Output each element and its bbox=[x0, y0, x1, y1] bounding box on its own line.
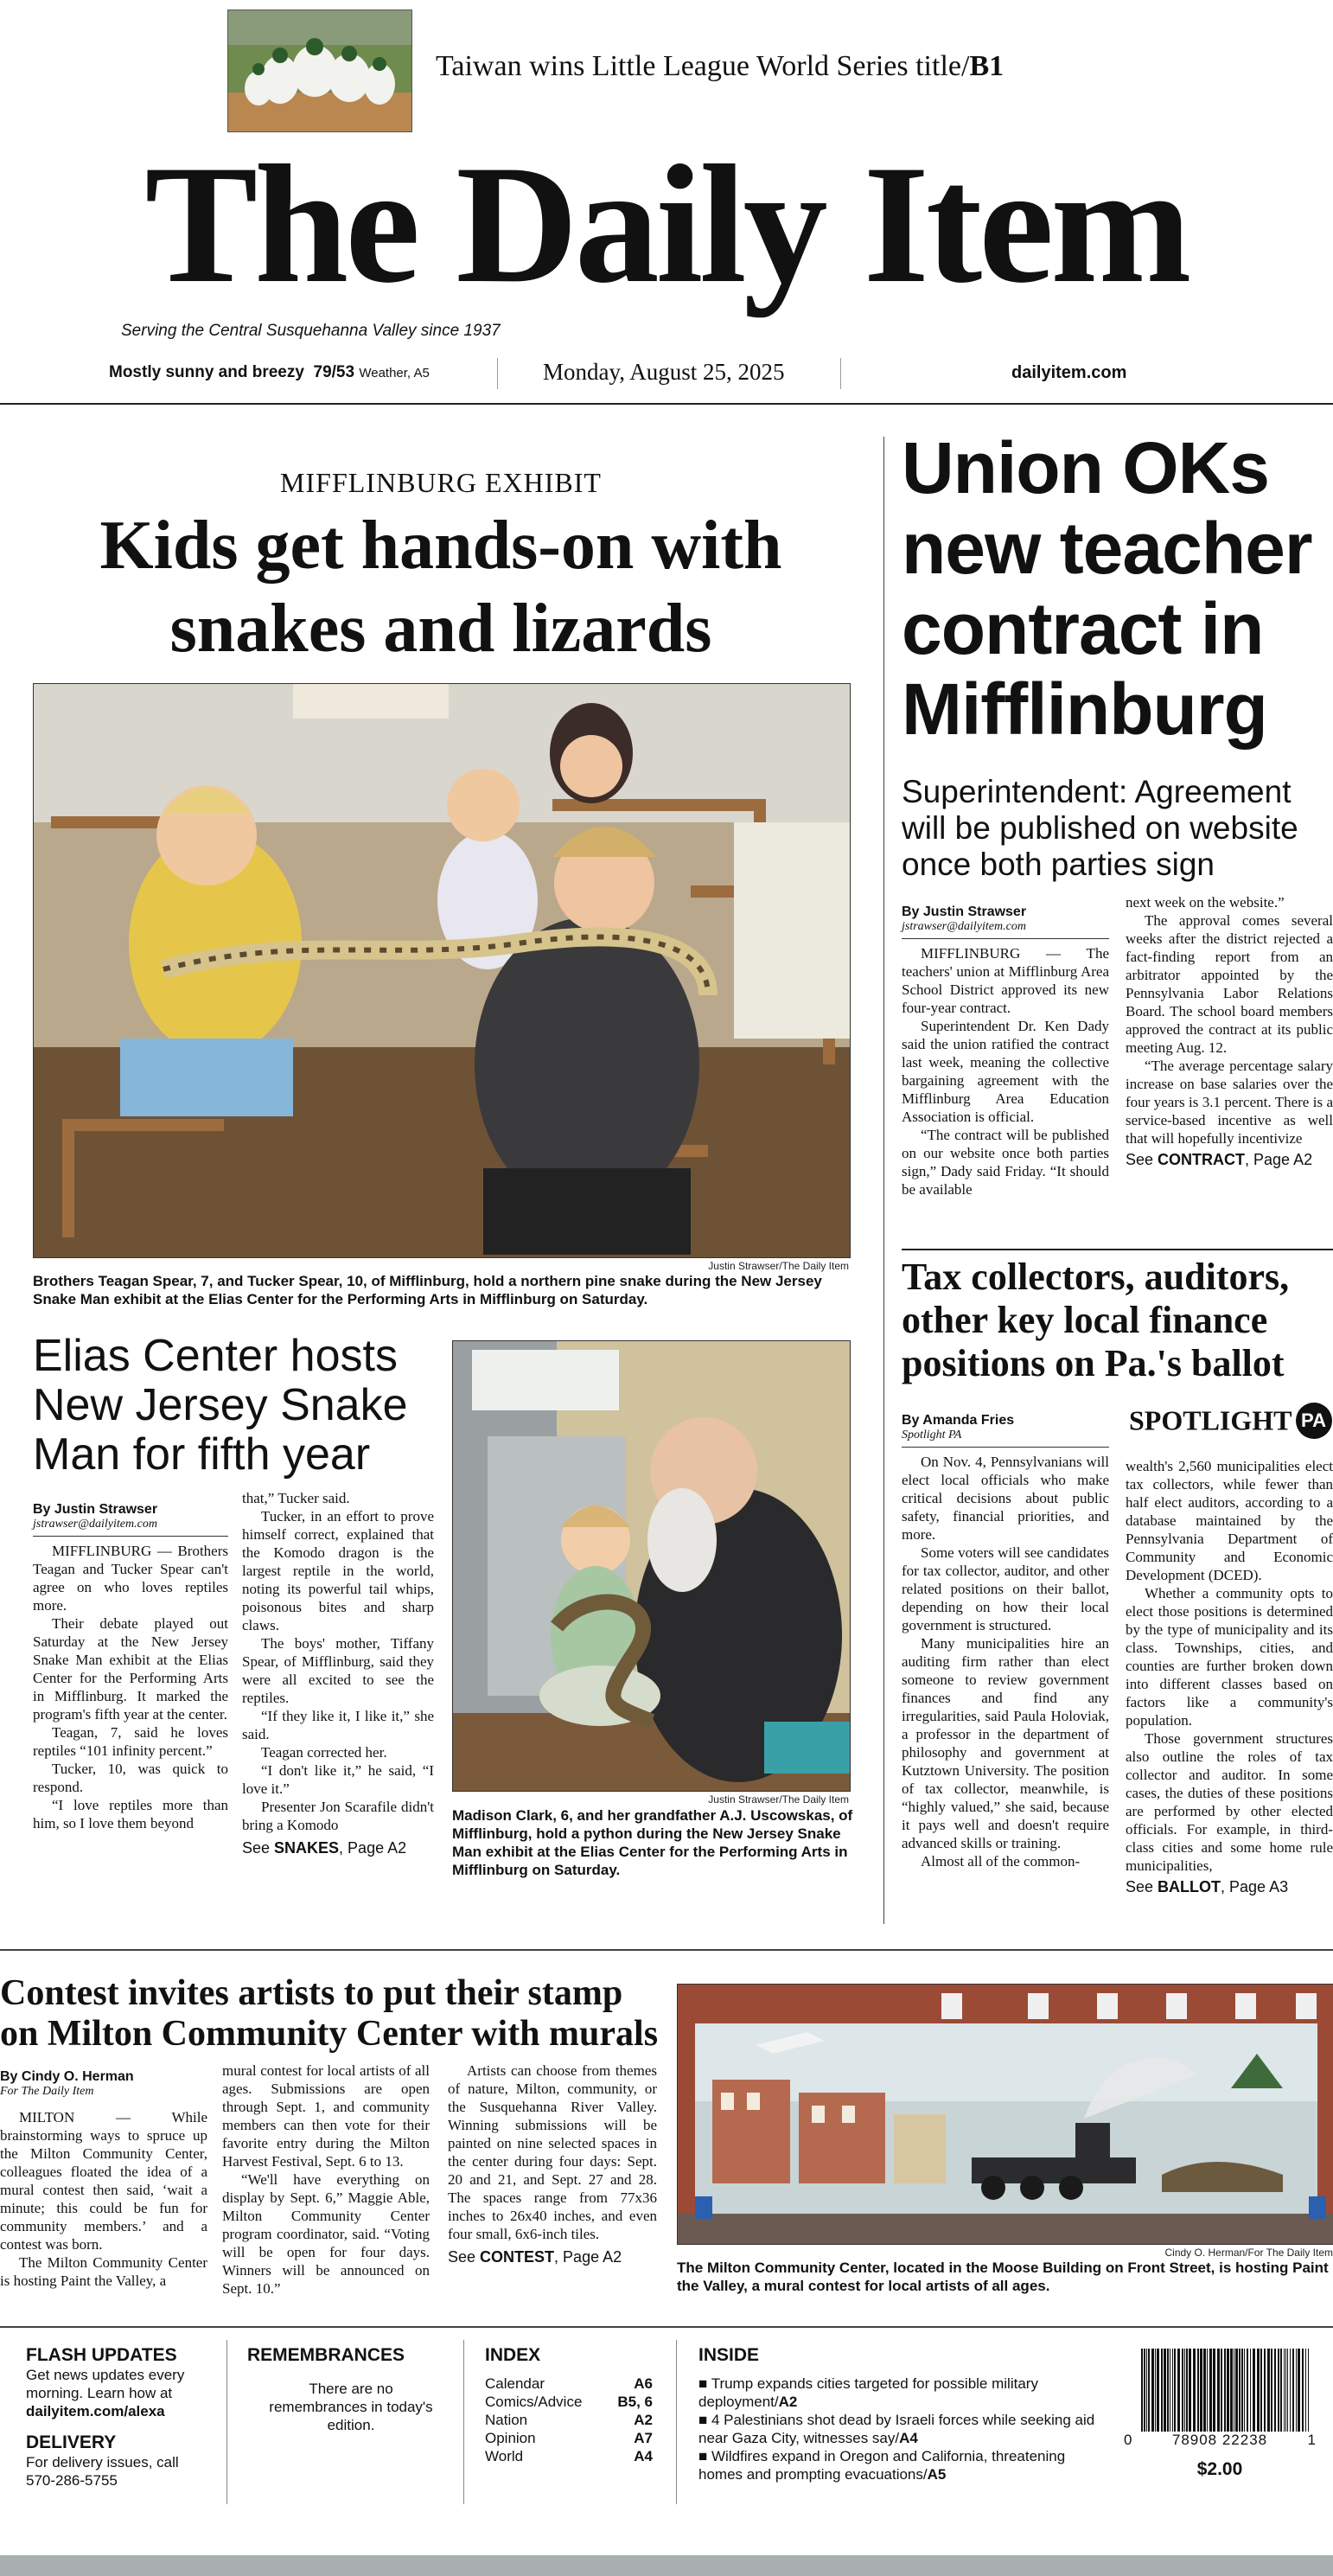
union-jump[interactable]: See CONTRACT, Page A2 bbox=[1126, 1151, 1313, 1168]
lead-headline[interactable] bbox=[0, 504, 882, 670]
mural-photo-credit: Cindy O. Herman/For The Daily Item bbox=[1164, 2247, 1333, 2259]
barcode-bar bbox=[1230, 2349, 1233, 2432]
paragraph: Some voters will see candidates for tax collector, auditor, and other related positions on their ballot, depending on how their local government is structured. bbox=[902, 1544, 1109, 1633]
lead-jump[interactable]: See SNAKES, Page A2 bbox=[242, 1839, 407, 1857]
tax-source: Spotlight PA bbox=[902, 1429, 1109, 1448]
barcode-bar bbox=[1227, 2349, 1229, 2432]
union-byline: By Justin Strawser bbox=[902, 904, 1027, 919]
inside-text: Wildfires expand in Oregon and California, threatening homes and prompting evacuations/ bbox=[698, 2448, 1066, 2483]
paragraph: Presenter Jon Scarafile didn't bring a Komodo bbox=[242, 1799, 434, 1833]
barcode-bar bbox=[1148, 2349, 1150, 2432]
paragraph: MIFFLINBURG — Brothers Teagan and Tucker Spear can't agree on who loves reptiles more. bbox=[33, 1543, 228, 1614]
union-rule bbox=[902, 1249, 1333, 1250]
barcode-bar bbox=[1244, 2349, 1245, 2432]
mural-byline: By Cindy O. Herman bbox=[0, 2069, 134, 2084]
remembrances-box bbox=[247, 2345, 455, 2434]
union-headline[interactable]: Union OKs new teacher contract in Mifflinburg bbox=[902, 427, 1312, 750]
masthead-divider-2 bbox=[840, 358, 841, 389]
bullet-icon: ■ bbox=[698, 2375, 711, 2392]
tax-col-2 bbox=[1126, 1457, 1333, 1896]
lead-col-2 bbox=[242, 1489, 434, 1857]
paragraph: Teagan, 7, said he loves reptiles “101 infinity percent.” bbox=[33, 1724, 228, 1759]
union-col-1 bbox=[902, 904, 1109, 1199]
barcode-bar bbox=[1290, 2349, 1291, 2432]
lead-photo-2-caption: Madison Clark, 6, and her grandfather A.J. Uscowskas, of Mifflinburg, hold a python during the New Jersey Snake Man exhibit at the Elias Center for the Performing Arts in Mifflinburg on Saturday. bbox=[452, 1807, 853, 1878]
index-page: A2 bbox=[634, 2412, 653, 2428]
barcode-bar bbox=[1167, 2349, 1169, 2432]
barcode-bar bbox=[1174, 2349, 1176, 2432]
mural-col-1-text bbox=[0, 2108, 207, 2290]
tax-jump[interactable]: See BALLOT, Page A3 bbox=[1126, 1878, 1289, 1895]
mural-headline-line-1: Contest invites artists to put their stamp bbox=[0, 1973, 623, 2013]
barcode-bar bbox=[1308, 2349, 1309, 2432]
weather-strip[interactable] bbox=[109, 363, 430, 382]
masthead-title[interactable]: The Daily Item bbox=[144, 131, 1189, 318]
inside-title: INSIDE bbox=[698, 2345, 760, 2365]
barcode-bar bbox=[1177, 2349, 1180, 2432]
paragraph: Tucker, in an effort to prove himself correct, explained that the Komodo dragon is the largest reptile in the world, noting its powerful tail whips, poisonous bites and sharp claws. bbox=[242, 1508, 434, 1633]
paragraph: mural contest for local artists of all ages. Submissions are open through Sept. 1, and community members can then vote for their favorite entry during the Milton Harvest Festival, Sept. 6 to 13. bbox=[222, 2062, 430, 2170]
flash-box bbox=[26, 2345, 216, 2490]
tax-col-1 bbox=[902, 1412, 1109, 1870]
paragraph: “I don't like it,” he said, “I love it.” bbox=[242, 1762, 434, 1797]
paragraph: Whether a community opts to elect those positions is determined by the type of municipality and its class. Townships, cities, and counties are further broken down into different classes based on factors like a community's population. bbox=[1126, 1585, 1333, 1729]
barcode-bar bbox=[1296, 2349, 1297, 2432]
barcode-bar bbox=[1267, 2349, 1270, 2432]
barcode-bar bbox=[1280, 2349, 1282, 2432]
weather-text: Mostly sunny and breezy bbox=[109, 363, 304, 381]
barcode-bar bbox=[1250, 2349, 1251, 2432]
lead-col-1-text bbox=[33, 1542, 228, 1832]
union-deck: Superintendent: Agreement will be published on website once both parties sign bbox=[902, 774, 1298, 882]
index-page: B5, 6 bbox=[617, 2394, 653, 2410]
barcode-bar bbox=[1186, 2349, 1188, 2432]
masthead-divider-1 bbox=[497, 358, 498, 389]
paragraph: MILTON — While brainstorming ways to spruce up the Milton Community Center, colleagues floated the idea of a mural contest then said, ‘wait a minute; this could be fun for community members.’ and a contest was born. bbox=[0, 2109, 207, 2253]
barcode-bar bbox=[1200, 2349, 1202, 2432]
barcode-bar bbox=[1172, 2349, 1173, 2432]
weather-ref: Weather, A5 bbox=[359, 366, 430, 380]
barcode-bar bbox=[1260, 2349, 1262, 2432]
barcode-bar bbox=[1264, 2349, 1266, 2432]
index-list bbox=[485, 2375, 653, 2465]
lead-col-2-text bbox=[242, 1489, 434, 1834]
barcode-bar bbox=[1184, 2349, 1185, 2432]
barcode-bar bbox=[1278, 2349, 1279, 2432]
barcode-bar bbox=[1253, 2349, 1255, 2432]
inside-box bbox=[698, 2345, 1100, 2483]
paragraph: On Nov. 4, Pennsylvanians will elect local officials who make critical decisions about public safety, financial priorities, and more. bbox=[902, 1454, 1109, 1543]
lead-headline-line-2: snakes and lizards bbox=[169, 591, 712, 667]
union-email: jstrawser@dailyitem.com bbox=[902, 920, 1109, 939]
barcode-bar bbox=[1193, 2349, 1196, 2432]
bullet-icon: ■ bbox=[698, 2412, 711, 2428]
paragraph: “I love reptiles more than him, so I love them beyond bbox=[33, 1797, 228, 1831]
lead-photo-credit: Justin Strawser/The Daily Item bbox=[708, 1260, 849, 1272]
union-col-1-text bbox=[902, 944, 1109, 1199]
paragraph: “The contract will be published on our website once both parties sign,” Dady said Friday. “It should be available bbox=[902, 1127, 1109, 1198]
index-box bbox=[485, 2345, 653, 2465]
index-title: INDEX bbox=[485, 2345, 541, 2365]
barcode-bar bbox=[1241, 2349, 1243, 2432]
mural-col-3-text bbox=[448, 2061, 657, 2243]
lead-photo[interactable] bbox=[33, 683, 851, 1258]
mural-col-1 bbox=[0, 2068, 207, 2290]
barcode-bar bbox=[1292, 2349, 1294, 2432]
barcode-bar bbox=[1274, 2349, 1276, 2432]
mural-jump[interactable]: See CONTEST, Page A2 bbox=[448, 2248, 622, 2266]
footer-rule-top bbox=[0, 2326, 1333, 2328]
paragraph: The approval comes several weeks after the district rejected a fact-finding report from an arbitrator appointed by the Pennsylvania Labor Relations Board. The school board members approved the contract at its public meeting Aug. 12. bbox=[1126, 912, 1333, 1056]
index-row[interactable] bbox=[485, 2393, 653, 2411]
barcode-number: 0 78908 22238 1 bbox=[1124, 2432, 1316, 2448]
delivery-phone: 570-286-5755 bbox=[26, 2472, 118, 2489]
barcode-bar bbox=[1235, 2349, 1238, 2432]
barcode-bar bbox=[1189, 2349, 1191, 2432]
index-row[interactable] bbox=[485, 2411, 653, 2429]
inside-text: 4 Palestinians shot dead by Israeli forces while seeking aid near Gaza City, witnesses say/ bbox=[698, 2412, 1095, 2446]
paragraph: wealth's 2,560 municipalities elect tax collectors, while fewer than half elect auditors, according to a database maintained by the Pennsylvania Department of Community and Economic Development (DCED). bbox=[1126, 1458, 1333, 1583]
barcode-bar bbox=[1209, 2349, 1212, 2432]
paragraph: The Milton Community Center is hosting Paint the Valley, a bbox=[0, 2254, 207, 2289]
paragraph: “If they like it, I like it,” she said. bbox=[242, 1708, 434, 1742]
mural-photo-caption: The Milton Community Center, located in the Moose Building on Front Street, is hosting Paint the Valley, a mural contest for local artists of all ages. bbox=[677, 2260, 1329, 2294]
teaser-text[interactable] bbox=[436, 50, 1004, 83]
barcode-bar bbox=[1298, 2349, 1300, 2432]
barcode-bar bbox=[1161, 2349, 1163, 2432]
tax-col-2-text bbox=[1126, 1457, 1333, 1875]
index-page: A7 bbox=[634, 2430, 653, 2446]
mural-headline-line-2: on Milton Community Center with murals bbox=[0, 2014, 659, 2054]
index-name: Opinion bbox=[485, 2430, 536, 2446]
barcode-bar bbox=[1141, 2349, 1143, 2432]
website-link[interactable]: dailyitem.com bbox=[1011, 363, 1127, 382]
masthead-rule bbox=[0, 403, 1333, 405]
edition-date: Monday, August 25, 2025 bbox=[543, 359, 785, 385]
tax-col-1-text bbox=[902, 1453, 1109, 1870]
mural-col-2 bbox=[222, 2061, 430, 2298]
spotlight-label: SPOTLIGHT bbox=[1129, 1404, 1292, 1436]
footer-divider-2 bbox=[463, 2340, 464, 2504]
inside-item[interactable] bbox=[698, 2411, 1100, 2447]
remembrances-title: REMEMBRANCES bbox=[247, 2345, 405, 2365]
bullet-icon: ■ bbox=[698, 2448, 711, 2464]
inside-item[interactable] bbox=[698, 2375, 1100, 2411]
delivery-title: DELIVERY bbox=[26, 2432, 117, 2452]
paragraph: Those government structures also outline the roles of tax collector and auditor. In some cases, the duties of these positions are performed by other elected officials. For example, in third-class cities and some home rule municipalities, bbox=[1126, 1730, 1333, 1874]
barcode-bar bbox=[1271, 2349, 1272, 2432]
delivery-text: For delivery issues, call bbox=[26, 2454, 179, 2471]
lead-col-1 bbox=[33, 1501, 228, 1832]
mural-col-3 bbox=[448, 2061, 657, 2266]
barcode-bar bbox=[1182, 2349, 1183, 2432]
barcode-bar bbox=[1164, 2349, 1166, 2432]
paragraph: “The average percentage salary increase on base salaries over the four years is 3.1 percent. There is a service-based incentive as well that will hopefully incentivize bbox=[1126, 1058, 1333, 1147]
inside-page: A4 bbox=[899, 2430, 918, 2446]
spotlight-logo bbox=[1129, 1403, 1332, 1439]
index-name: Calendar bbox=[485, 2375, 545, 2392]
barcode-bar bbox=[1157, 2349, 1159, 2432]
teaser-photo[interactable] bbox=[227, 10, 412, 132]
barcode-bar bbox=[1217, 2349, 1220, 2432]
lead-photo-2[interactable] bbox=[452, 1340, 851, 1792]
index-name: World bbox=[485, 2448, 524, 2464]
index-page: A6 bbox=[634, 2375, 653, 2392]
lead-headline-line-1: Kids get hands-on with bbox=[99, 508, 782, 584]
index-row[interactable] bbox=[485, 2375, 653, 2393]
masthead-tagline: Serving the Central Susquehanna Valley since 1937 bbox=[121, 322, 501, 340]
index-row[interactable] bbox=[485, 2447, 653, 2465]
paragraph: next week on the website.” bbox=[1126, 894, 1285, 911]
tax-byline: By Amanda Fries bbox=[902, 1413, 1015, 1428]
paragraph: Superintendent Dr. Ken Dady said the union ratified the contract last week, meaning the collective bargaining agreement with the Mifflinburg Area Education Association is official. bbox=[902, 1018, 1109, 1125]
barcode-bar bbox=[1284, 2349, 1285, 2432]
index-page: A4 bbox=[634, 2448, 653, 2464]
paragraph: Artists can choose from themes of nature, Milton, community, or the Susquehanna River Valley. Winning submissions will be painted on nine selected spaces in the center during four days: Sept. 20 and 21, and Sept. 27 and 28. The spaces range from 77x36 inches to 26x40 inches, and even four small, 6x6-inch tiles. bbox=[448, 2062, 657, 2242]
index-row[interactable] bbox=[485, 2429, 653, 2447]
paragraph: Tucker, 10, was quick to respond. bbox=[33, 1761, 228, 1795]
barcode-box bbox=[1124, 2349, 1316, 2480]
barcode-bar bbox=[1285, 2349, 1286, 2432]
barcode-bar bbox=[1287, 2349, 1288, 2432]
lead-kicker: MIFFLINBURG EXHIBIT bbox=[280, 467, 602, 498]
barcode-bar bbox=[1221, 2349, 1222, 2432]
footer-divider-3 bbox=[676, 2340, 677, 2504]
barcode-bar bbox=[1197, 2349, 1199, 2432]
barcode-bar bbox=[1207, 2349, 1208, 2432]
index-name: Nation bbox=[485, 2412, 528, 2428]
paragraph: The boys' mother, Tiffany Spear, of Mifflinburg, said they were all excited to see the reptiles. bbox=[242, 1635, 434, 1706]
mural-headline[interactable] bbox=[0, 1973, 670, 2055]
remembrances-text: There are no remembrances in today's edition. bbox=[269, 2381, 433, 2433]
paragraph: Teagan corrected her. bbox=[261, 1744, 387, 1761]
flash-link[interactable]: dailyitem.com/alexa bbox=[26, 2403, 165, 2419]
inside-list bbox=[698, 2375, 1100, 2483]
paragraph: Many municipalities hire an auditing firm rather than elect someone to review government finances and find any irregularities, said Paula Holoviak, a professor in the department of philosophy and government at Kutztown University. The position of tax collector, meanwhile, is “highly valued,” she said, because it pays well and doesn't require advanced skills or training. bbox=[902, 1635, 1109, 1851]
barcode-bar bbox=[1155, 2349, 1156, 2432]
barcode-bar bbox=[1203, 2349, 1206, 2432]
inside-page: A5 bbox=[927, 2466, 947, 2483]
lead-photo-caption: Brothers Teagan Spear, 7, and Tucker Spear, 10, of Mifflinburg, hold a northern pine snake during the New Jersey Snake Man exhibit at the Elias Center for the Performing Arts in Mifflinburg on Saturday. bbox=[33, 1273, 822, 1307]
paragraph: Almost all of the common- bbox=[921, 1853, 1081, 1870]
inside-text: Trump expands cities targeted for possible military deployment/ bbox=[698, 2375, 1038, 2410]
barcode-icon bbox=[1139, 2349, 1312, 2435]
mural-col-2-text bbox=[222, 2061, 430, 2298]
tax-headline[interactable]: Tax collectors, auditors, other key local finance positions on Pa.'s ballot bbox=[902, 1256, 1290, 1384]
barcode-bar bbox=[1302, 2349, 1304, 2432]
footer-divider-1 bbox=[226, 2340, 227, 2504]
barcode-bar bbox=[1151, 2349, 1154, 2432]
lead-byline: By Justin Strawser bbox=[33, 1502, 158, 1517]
lead-subheadline[interactable]: Elias Center hosts New Jersey Snake Man for fifth year bbox=[33, 1331, 408, 1480]
teaser-headline: Taiwan wins Little League World Series title/ bbox=[436, 50, 970, 82]
paragraph: “We'll have everything on display by Sept. 6,” Maggie Able, Milton Community Center program coordinator, said. “Voting will be open for four days. Winners will be announced on Sept. 10.” bbox=[222, 2171, 430, 2297]
barcode-bar bbox=[1305, 2349, 1306, 2432]
union-col-2-text bbox=[1126, 893, 1333, 1147]
barcode-bar bbox=[1224, 2349, 1226, 2432]
weather-temps: 79/53 bbox=[313, 363, 355, 381]
barcode-bar bbox=[1144, 2349, 1145, 2432]
lead-photo-2-credit: Justin Strawser/The Daily Item bbox=[708, 1793, 849, 1806]
barcode-bar bbox=[1247, 2349, 1248, 2432]
mural-photo[interactable] bbox=[677, 1984, 1333, 2245]
teaser-page: B1 bbox=[969, 50, 1005, 82]
paragraph: MIFFLINBURG — The teachers' union at Mifflinburg Area School District approved its new four-year contract. bbox=[902, 945, 1109, 1016]
barcode-bar bbox=[1146, 2349, 1147, 2432]
index-name: Comics/Advice bbox=[485, 2394, 583, 2410]
column-divider bbox=[883, 437, 884, 1924]
union-col-2 bbox=[1126, 893, 1333, 1169]
price: $2.00 bbox=[1196, 2459, 1243, 2479]
mural-source: For The Daily Item bbox=[0, 2085, 94, 2098]
barcode-bar bbox=[1239, 2349, 1241, 2432]
flash-title: FLASH UPDATES bbox=[26, 2345, 177, 2365]
paragraph: Their debate played out Saturday at the New Jersey Snake Man exhibit at the Elias Center for the Performing Arts in Mifflinburg. It marked the program's fifth year at the center. bbox=[33, 1615, 228, 1723]
paragraph: that,” Tucker said. bbox=[242, 1490, 350, 1506]
flash-text: Get news updates every morning. Learn how at bbox=[26, 2367, 185, 2401]
barcode-bar bbox=[1257, 2349, 1260, 2432]
inside-item[interactable] bbox=[698, 2447, 1100, 2483]
inside-page: A2 bbox=[778, 2394, 798, 2410]
mural-rule-top bbox=[0, 1949, 1333, 1951]
lead-email: jstrawser@dailyitem.com bbox=[33, 1518, 228, 1537]
spotlight-badge: PA bbox=[1296, 1403, 1332, 1439]
barcode-bar bbox=[1213, 2349, 1215, 2432]
bottom-bar bbox=[0, 2555, 1333, 2576]
